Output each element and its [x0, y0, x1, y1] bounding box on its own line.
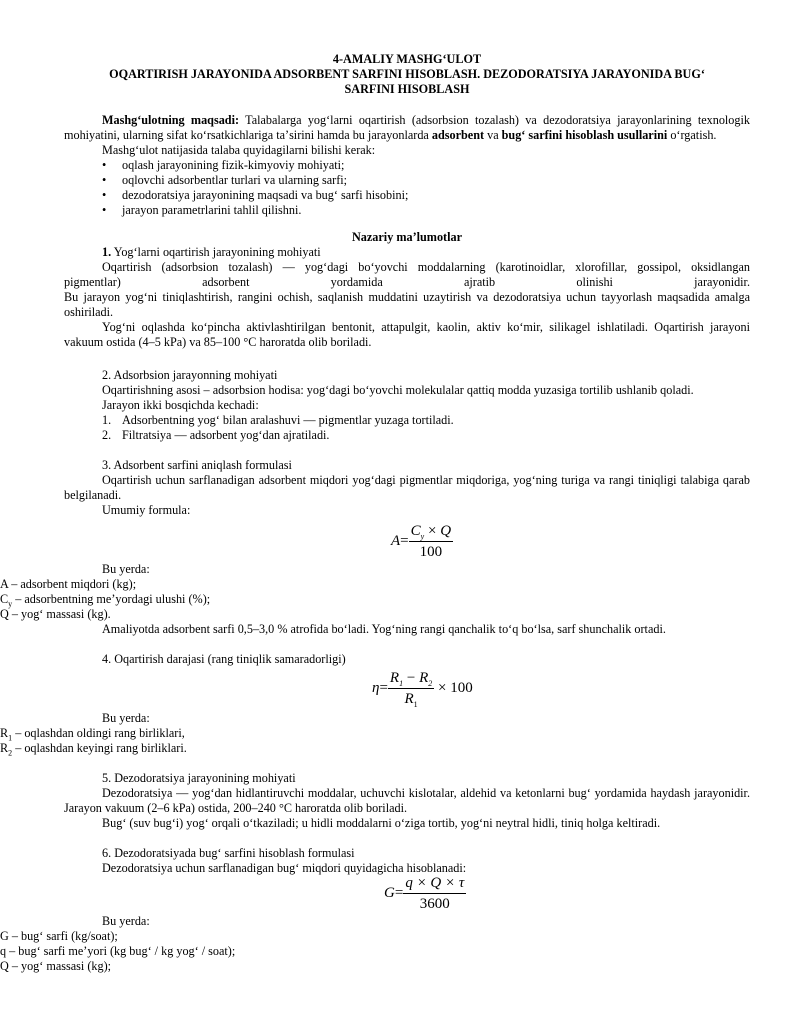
list-item-text: dezodoratsiya jarayonining maqsadi va bugʻ sarfi hisobini;	[122, 188, 409, 202]
section-3-where: Bu yerda:	[102, 562, 150, 576]
formula-num-op: ×	[424, 523, 441, 539]
section-2-para-2: Jarayon ikki bosqichda kechadi:	[102, 398, 259, 412]
list-item-text: oqlovchi adsorbentlar turlari va ularning sarfi;	[122, 173, 348, 187]
def-line: Q – yogʻ massasi (kg);	[0, 959, 112, 973]
def-line: G – bugʻ sarfi (kg/soat);	[0, 929, 118, 943]
section-2-title: 2. Adsorbsion jarayonning mohiyati	[102, 368, 278, 382]
formula-lhs: A	[391, 532, 401, 549]
step-item	[64, 428, 750, 443]
def-text: – oqlashdan keyingi rang birliklari.	[12, 741, 187, 755]
section-3-para-3: Amaliyotda adsorbent sarfi 0,5–3,0 % atrofida boʻladi. Yogʻning rangi qanchalik toʻq boʻlsa, sarf shunchalik ortadi.	[102, 622, 666, 636]
def-symbol: R	[0, 741, 9, 755]
goal-text-2: va	[484, 128, 502, 142]
step-number: 1.	[102, 413, 112, 427]
def-line	[0, 741, 750, 756]
list-item	[64, 158, 750, 173]
step-text: Adsorbentning yogʻ bilan aralashuvi — pigmentlar yuzaga tortiladi.	[122, 413, 454, 427]
goal-text-3: oʻrgatish.	[667, 128, 717, 142]
def-line	[0, 592, 750, 607]
bullet-icon: •	[102, 188, 107, 202]
step-text: Filtratsiya — adsorbent yogʻdan ajratiladi.	[122, 428, 330, 442]
list-item	[64, 188, 750, 203]
section-4-where: Bu yerda:	[102, 711, 150, 725]
formula-num-b: Q	[440, 523, 452, 539]
formula-den: R	[404, 691, 414, 707]
formula-num-sub: y	[420, 532, 425, 541]
formula-num-a: R	[389, 670, 400, 686]
formula-lhs: G	[384, 884, 395, 901]
formula-fraction	[409, 522, 453, 561]
section-5-title: 5. Dezodoratsiya jarayonining mohiyati	[102, 771, 296, 785]
section-4-title: 4. Oqartirish darajasi (rang tiniqlik samaradorligi)	[102, 652, 346, 666]
formula-fraction	[388, 669, 434, 708]
bullet-icon: •	[102, 173, 107, 187]
def-symbol: C	[0, 592, 9, 606]
section-1-para-2: Yogʻni oqlashda koʻpincha aktivlashtirilgan bentonit, attapulgit, kaolin, aktiv koʻmir, silikagel ishlatiladi. Oqartirish jarayoni vakuum ostida (4–5 kPa) va 85–100 °C haroratda olib boriladi.	[64, 320, 750, 349]
formula-efficiency	[64, 667, 750, 711]
list-item-text: oqlash jarayonining fizik-kimyoviy mohiyati;	[122, 158, 345, 172]
section-6-where: Bu yerda:	[102, 914, 150, 928]
def-line: q – bugʻ sarfi meʼyori (kg bugʻ / kg yogʻ / soat);	[0, 944, 236, 958]
formula-den: 3600	[419, 896, 450, 912]
section-5-para-1: Dezodoratsiya — yogʻdan hidlantiruvchi moddalar, uchuvchi kislotalar, aldehid va ketonlarni bugʻ yordamida haydash jarayonidir. Jarayon vakuum (2–6 kPa) ostida, 200–240 °C haroratda olib boriladi.	[64, 786, 750, 815]
formula-adsorbent	[64, 518, 750, 562]
def-text: – oqlashdan oldingi rang birliklari,	[12, 726, 185, 740]
formula-steam	[64, 876, 750, 914]
bullet-icon: •	[102, 158, 107, 172]
def-text: – adsorbent miqdori (kg);	[8, 577, 137, 591]
step-item	[64, 413, 750, 428]
goal-label: Mashgʻulotning maqsadi:	[102, 113, 240, 127]
bullet-icon: •	[102, 203, 107, 217]
formula-eq: =	[379, 679, 388, 696]
formula-eq: =	[394, 884, 404, 901]
section-1-para-1a: Oqartirish (adsorbsion tozalash) — yogʻdagi boʻyovchi moddalarning (karotinoidlar, xlorofillar, gossipol, oksidlangan	[102, 260, 750, 274]
goal-paragraph	[64, 113, 750, 143]
formula-fraction	[403, 874, 466, 913]
goal-bold-2: bugʻ sarfini hisoblash usullarini	[501, 128, 668, 142]
formula-mult: × 100	[434, 679, 473, 696]
section-1-para-1b: pigmentlar) adsorbent yordamida ajratib olinishi jarayonidir.	[64, 275, 750, 289]
section-1-title-text: Yogʻlarni oqartirish jarayonining mohiyati	[111, 245, 321, 259]
formula-num: q × Q × τ	[403, 874, 466, 894]
def-subscript: 1	[8, 733, 13, 743]
formula-num-sub-b: 2	[428, 679, 433, 688]
intro-line: Mashgʻulot natijasida talaba quyidagilarni bilishi kerak:	[102, 143, 376, 157]
list-item-text: jarayon parametrlarini tahlil qilishni.	[122, 203, 302, 217]
section-6-para-1: Dezodoratsiya uchun sarflanadigan bugʻ miqdori quyidagicha hisoblanadi:	[102, 861, 467, 875]
def-subscript: y	[8, 599, 13, 609]
formula-den: 100	[419, 544, 443, 560]
list-item	[64, 203, 750, 218]
formula-num-a: C	[410, 523, 421, 539]
step-number: 2.	[102, 428, 112, 442]
section-6-title: 6. Dezodoratsiyada bugʻ sarfini hisoblash formulasi	[102, 846, 355, 860]
def-line	[0, 726, 750, 741]
bullet-list	[64, 158, 750, 218]
section-5-para-2: Bugʻ (suv bugʻi) yogʻ orqali oʻtkaziladi; u hidli moddalarni oʻziga tortib, yogʻni neytral hidli, tiniq holga keltiradi.	[102, 816, 661, 830]
def-text: – adsorbentning meʼyordagi ulushi (%);	[12, 592, 211, 606]
def-symbol: R	[0, 726, 9, 740]
section-3-para-1: Oqartirish uchun sarflanadigan adsorbent miqdori yogʻdagi pigmentlar miqdoriga, yogʻning turiga va rangi tiniqligi talabiga qarab belgilanadi.	[64, 473, 750, 502]
goal-text-1: Talabalarga yogʻlarni oqartirish (adsorbsion tozalash) va dezodoratsiya jarayonlarining texnologik mohiyatini, ularning sifat koʻrsatkichlariga taʼsirini hamda bu jarayonlarda	[64, 113, 750, 142]
section-1-para-1c: Bu jarayon yogʻni tiniqlashtirish, rangini ochish, saqlanish muddatini uzaytirish va dezodoratsiya uchun tayyorlash maqsadida amalga oshiriladi.	[64, 290, 750, 319]
def-line	[0, 607, 750, 622]
def-line	[0, 577, 750, 592]
theory-heading: Nazariy maʼlumotlar	[352, 230, 462, 244]
title-line-2: OQARTIRISH JARAYONIDA ADSORBENT SARFINI HISOBLASH. DEZODORATSIYA JARAYONIDA BUGʻ	[109, 67, 705, 81]
goal-bold-1: adsorbent	[431, 128, 485, 142]
section-2-para-1: Oqartirishning asosi – adsorbsion hodisa: yogʻdagi boʻyovchi molekulalar qattiq modda yuzasiga tortilib ushlanib qoladi.	[102, 383, 694, 397]
def-symbol: A	[0, 577, 9, 591]
formula-lhs: η	[372, 679, 380, 696]
def-symbol: Q	[0, 607, 9, 621]
formula-num-op: −	[403, 670, 420, 686]
list-item	[64, 173, 750, 188]
section-3-para-2: Umumiy formula:	[102, 503, 191, 517]
def-text: – yogʻ massasi (kg).	[8, 607, 111, 621]
formula-num-sub-a: 1	[399, 679, 404, 688]
section-1-number: 1.	[102, 245, 112, 259]
formula-den-sub: 1	[413, 700, 418, 709]
def-subscript: 2	[8, 748, 13, 758]
formula-num-b: R	[419, 670, 429, 686]
title-line-3: SARFINI HISOBLASH	[344, 82, 470, 96]
section-1-title	[64, 245, 750, 260]
formula-eq: =	[400, 532, 409, 549]
title-line-1: 4-AMALIY MASHGʻULOT	[332, 52, 482, 66]
document-page	[0, 52, 750, 974]
section-3-title: 3. Adsorbent sarfini aniqlash formulasi	[102, 458, 292, 472]
